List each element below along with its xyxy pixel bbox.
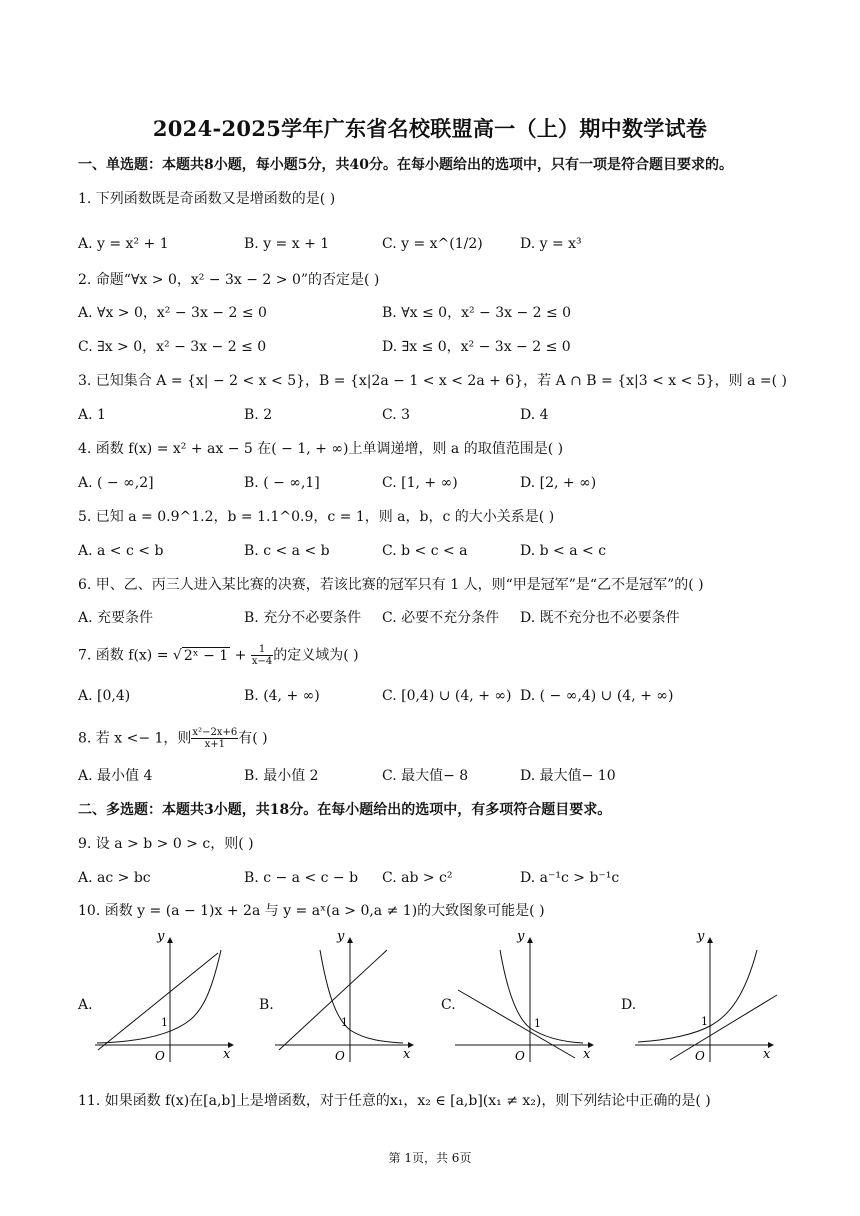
- sqrt-sign: √: [172, 647, 182, 664]
- q8-stem-suffix: 有( ): [238, 730, 268, 747]
- q5-option-a: A. a < c < b: [78, 543, 164, 559]
- q7-option-b: B. (4, + ∞): [244, 688, 320, 704]
- one-label: 1: [534, 1017, 541, 1030]
- q8-stem-prefix: 8. 若 x <− 1，则: [78, 730, 192, 747]
- q2-option-c: C. ∃x > 0，x² − 3x − 2 ≤ 0: [78, 339, 267, 355]
- q9-option-b: B. c − a < c − b: [244, 870, 359, 886]
- q10-label-b: B.: [259, 997, 274, 1013]
- question-3: 3. 已知集合 A = {x| − 2 < x < 5}，B = {x|2a − 1 < x < 2a + 6}，若 A ∩ B = {x|3 < x < 5}，则 a =( ): [78, 373, 787, 389]
- one-label: 1: [161, 1016, 168, 1029]
- q2-option-a: A. ∀x > 0，x² − 3x − 2 ≤ 0: [78, 305, 267, 321]
- linear-line: [279, 950, 387, 1050]
- one-label: 1: [701, 1015, 708, 1028]
- q10-label-c: C.: [441, 997, 456, 1013]
- question-5: 5. 已知 a = 0.9^1.2，b = 1.1^0.9，c = 1，则 a，b，c 的大小关系是( ): [78, 509, 555, 525]
- q10-label-a: A.: [78, 997, 93, 1013]
- exponential-curve: [500, 950, 583, 1043]
- q8-denominator: x+1: [204, 739, 225, 750]
- q3-option-b: B. 2: [244, 407, 273, 423]
- q2-option-b: B. ∀x ≤ 0，x² − 3x − 2 ≤ 0: [382, 305, 572, 321]
- q6-option-a: A. 充要条件: [78, 610, 154, 626]
- q5-option-b: B. c < a < b: [244, 543, 330, 559]
- origin-label: O: [335, 1049, 345, 1063]
- q1-option-a: A. y = x² + 1: [78, 236, 169, 252]
- q7-fraction: [251, 644, 273, 667]
- question-4: 4. 函数 f(x) = x² + ax − 5 在( − 1, + ∞)上单调递增，则 a 的取值范围是( ): [78, 441, 564, 457]
- q7-numerator: 1: [251, 644, 273, 656]
- x-label: x: [583, 1047, 591, 1062]
- question-2: 2. 命题“∀x > 0，x² − 3x − 2 > 0”的否定是( ): [78, 272, 380, 288]
- q2-option-d: D. ∃x ≤ 0，x² − 3x − 2 ≤ 0: [382, 339, 571, 355]
- q3-option-c: C. 3: [382, 407, 411, 423]
- q7-stem-suffix: 的定义域为( ): [273, 647, 359, 664]
- q10-label-d: D.: [621, 997, 637, 1013]
- question-9: 9. 设 a > b > 0 > c，则( ): [78, 836, 254, 852]
- q10-graph-c: [455, 930, 600, 1065]
- page-footer: 第 1页，共 6页: [388, 1151, 472, 1165]
- origin-label: O: [155, 1049, 165, 1063]
- question-6: 6. 甲、乙、丙三人进入某比赛的决赛，若该比赛的冠军只有 1 人，则“甲是冠军”是“乙不是冠军”的( ): [78, 577, 704, 593]
- q6-option-d: D. 既不充分也不必要条件: [520, 610, 680, 626]
- q7-stem-prefix: 7. 函数 f(x) =: [78, 647, 173, 664]
- question-11: 11. 如果函数 f(x)在[a,b]上是增函数，对于任意的x₁，x₂ ∈ [a,b](x₁ ≠ x₂)，则下列结论中正确的是( ): [78, 1093, 711, 1109]
- section-multiple-choice: 二、多选题：本题共3小题，共18分。在每小题给出的选项中，有多项符合题目要求。: [78, 802, 612, 818]
- q7-option-a: A. [0,4): [78, 688, 131, 704]
- q9-option-c: C. ab > c²: [382, 870, 453, 886]
- origin-label: O: [695, 1049, 705, 1063]
- q7-option-c: C. [0,4) ∪ (4, + ∞): [382, 688, 512, 704]
- x-label: x: [763, 1047, 771, 1062]
- q8-option-a: A. 最小值 4: [78, 768, 153, 784]
- question-10: 10. 函数 y = (a − 1)x + 2a 与 y = aˣ(a > 0,a ≠ 1)的大致图象可能是( ): [78, 903, 545, 919]
- page-title: 2024-2025学年广东省名校联盟高一（上）期中数学试卷: [152, 116, 708, 141]
- question-8: [78, 727, 268, 750]
- question-1: 1. 下列函数既是奇函数又是增函数的是( ): [78, 191, 336, 207]
- q4-option-d: D. [2, + ∞): [520, 475, 597, 491]
- y-label: y: [697, 930, 705, 944]
- q5-option-c: C. b < c < a: [382, 543, 468, 559]
- linear-line: [670, 995, 777, 1060]
- one-label: 1: [341, 1016, 348, 1029]
- exponential-curve: [320, 950, 403, 1043]
- q1-option-c: C. y = x^(1/2): [382, 236, 483, 252]
- x-label: x: [223, 1047, 231, 1062]
- q7-plus: +: [230, 647, 251, 664]
- q7-denominator: x−4: [251, 656, 273, 667]
- y-label: y: [517, 930, 525, 944]
- q8-option-c: C. 最大值− 8: [382, 768, 469, 784]
- q1-option-b: B. y = x + 1: [244, 236, 330, 252]
- q7-sqrt-arg: 2ˣ − 1: [183, 647, 229, 664]
- q9-option-d: D. a⁻¹c > b⁻¹c: [520, 870, 620, 886]
- question-7: [78, 644, 359, 667]
- linear-line: [458, 990, 575, 1058]
- q4-option-b: B. ( − ∞,1]: [244, 475, 320, 491]
- exponential-curve: [638, 950, 757, 1042]
- q6-option-c: C. 必要不充分条件: [382, 610, 500, 626]
- q4-option-a: A. ( − ∞,2]: [78, 475, 154, 491]
- q10-graph-d: [635, 930, 780, 1065]
- q10-graph-a: [95, 930, 240, 1065]
- q4-option-c: C. [1, + ∞): [382, 475, 458, 491]
- q1-option-d: D. y = x³: [520, 236, 582, 252]
- x-label: x: [403, 1047, 411, 1062]
- q3-option-d: D. 4: [520, 407, 549, 423]
- q6-option-b: B. 充分不必要条件: [244, 610, 362, 626]
- q8-option-d: D. 最大值− 10: [520, 768, 616, 784]
- q10-graph-b: [275, 930, 420, 1065]
- q8-option-b: B. 最小值 2: [244, 768, 319, 784]
- q3-option-a: A. 1: [78, 407, 106, 423]
- q9-option-a: A. ac > bc: [78, 870, 151, 886]
- y-label: y: [337, 930, 345, 944]
- q5-option-d: D. b < a < c: [520, 543, 607, 559]
- exponential-curve: [97, 950, 221, 1043]
- y-label: y: [157, 930, 165, 944]
- q8-numerator: x²−2x+6: [192, 727, 238, 738]
- section-single-choice: 一、单选题：本题共8小题，每小题5分，共40分。在每小题给出的选项中，只有一项是符合题目要求的。: [78, 157, 733, 173]
- q7-option-d: D. ( − ∞,4) ∪ (4, + ∞): [520, 688, 674, 704]
- q8-fraction: [191, 727, 238, 750]
- origin-label: O: [515, 1049, 525, 1063]
